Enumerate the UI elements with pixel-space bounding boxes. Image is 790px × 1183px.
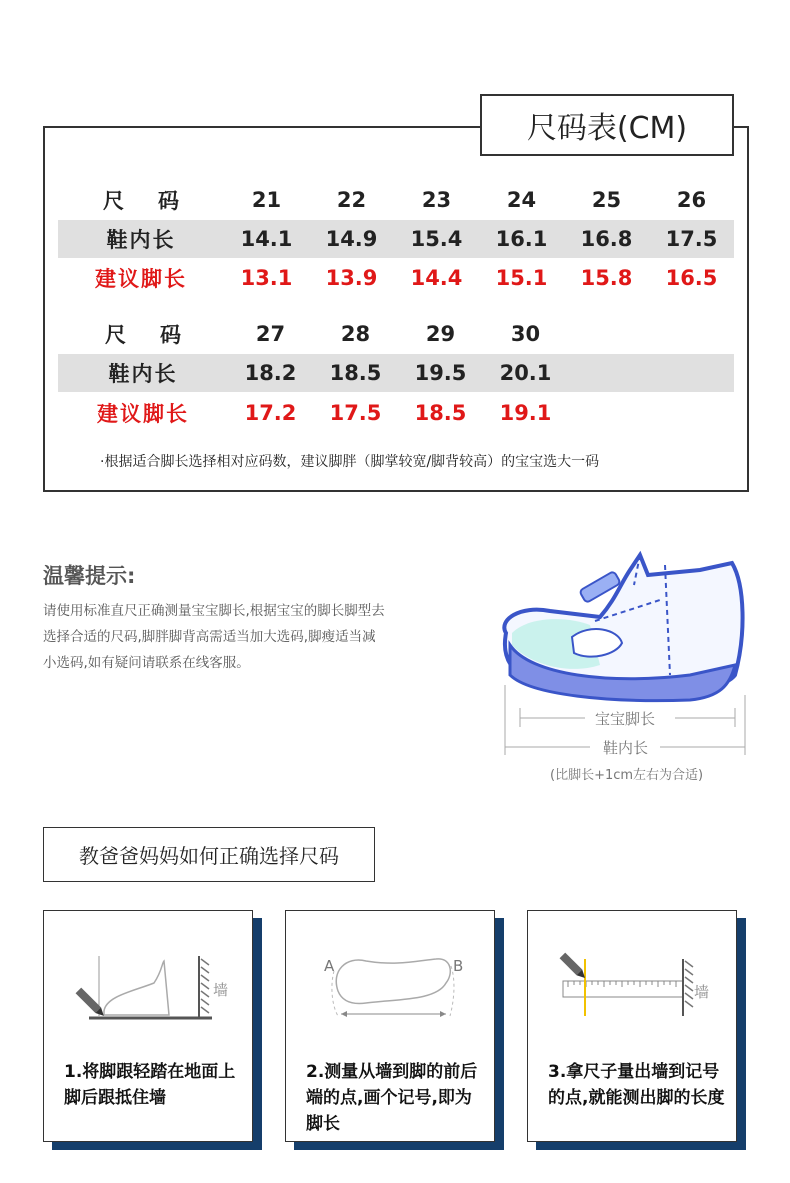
suggest-length-cell: 15.8 bbox=[580, 266, 633, 290]
size-cell: 27 bbox=[255, 322, 286, 346]
inner-length-cell: 18.5 bbox=[329, 361, 382, 385]
suggest-length-cell: 16.5 bbox=[665, 266, 718, 290]
size-label: 尺码 bbox=[105, 323, 215, 347]
size-chart-title: 尺码表(CM) bbox=[480, 94, 734, 156]
suggest-length-cell: 18.5 bbox=[414, 401, 467, 425]
step-card-2 bbox=[285, 910, 495, 1142]
step-card-1 bbox=[43, 910, 253, 1142]
inner-length-cell: 17.5 bbox=[665, 227, 718, 251]
suggest-length-label: 建议脚长 bbox=[95, 267, 187, 291]
foot-length-caption: 宝宝脚长 bbox=[595, 710, 656, 728]
inner-length-cell: 16.1 bbox=[495, 227, 548, 251]
tips-title: 温馨提示: bbox=[43, 564, 136, 588]
ruler-icon bbox=[563, 981, 683, 997]
inner-length-caption: 鞋内长 bbox=[603, 739, 649, 757]
suggest-length-cell: 19.1 bbox=[499, 401, 552, 425]
size-cell: 21 bbox=[251, 188, 282, 212]
suggest-length-row bbox=[58, 259, 734, 297]
size-cell: 29 bbox=[425, 322, 456, 346]
step3-illustration bbox=[528, 911, 738, 1031]
step-1-text: 1.将脚跟轻踏在地面上脚后跟抵住墙 bbox=[64, 1062, 236, 1108]
inner-length-cell: 19.5 bbox=[414, 361, 467, 385]
inner-length-cell: 15.4 bbox=[410, 227, 463, 251]
footprint-outline bbox=[336, 959, 450, 1004]
size-cell: 28 bbox=[340, 322, 371, 346]
suggest-length-cell: 17.2 bbox=[244, 401, 297, 425]
inner-length-row bbox=[58, 354, 734, 392]
suggest-length-cell: 15.1 bbox=[495, 266, 548, 290]
inner-length-row bbox=[58, 220, 734, 258]
suggest-length-cell: 14.4 bbox=[410, 266, 463, 290]
size-cell: 26 bbox=[676, 188, 707, 212]
inner-length-cell: 18.2 bbox=[244, 361, 297, 385]
suggest-length-cell: 17.5 bbox=[329, 401, 382, 425]
step-card-3 bbox=[527, 910, 737, 1142]
size-cell: 30 bbox=[510, 322, 541, 346]
howto-title: 教爸爸妈妈如何正确选择尺码 bbox=[43, 827, 375, 882]
step-2-text: 2.测量从墙到脚的前后端的点,画个记号,即为脚长 bbox=[306, 1062, 478, 1134]
size-cell: 23 bbox=[421, 188, 452, 212]
step2-illustration bbox=[286, 911, 496, 1031]
inner-length-cell: 20.1 bbox=[499, 361, 552, 385]
size-row bbox=[58, 181, 734, 219]
size-cell: 22 bbox=[336, 188, 367, 212]
size-chart-note: ·根据适合脚长选择相对应码数，建议脚胖（脚掌较宽/脚背较高）的宝宝选大一码 bbox=[100, 454, 600, 470]
point-b-label: B bbox=[453, 957, 464, 975]
suggest-length-row bbox=[58, 394, 734, 432]
pencil-icon bbox=[560, 953, 588, 981]
size-cell: 25 bbox=[591, 188, 622, 212]
inner-length-cell: 16.8 bbox=[580, 227, 633, 251]
wall-label: 墙 bbox=[213, 981, 229, 999]
inner-length-label: 鞋内长 bbox=[108, 362, 178, 386]
size-row bbox=[58, 315, 734, 353]
size-label: 尺码 bbox=[103, 189, 213, 213]
suggest-length-label: 建议脚长 bbox=[97, 402, 189, 426]
fit-note-caption: (比脚长+1cm左右为合适) bbox=[550, 768, 704, 783]
inner-length-label: 鞋内长 bbox=[106, 228, 176, 252]
inner-length-cell: 14.1 bbox=[240, 227, 293, 251]
suggest-length-cell: 13.9 bbox=[325, 266, 378, 290]
pencil-icon bbox=[76, 988, 107, 1019]
step1-illustration bbox=[44, 911, 254, 1031]
wall-label: 墙 bbox=[694, 983, 710, 1001]
step-3-text: 3.拿尺子量出墙到记号的点,就能测出脚的长度 bbox=[548, 1062, 725, 1108]
point-a-label: A bbox=[324, 957, 335, 975]
size-cell: 24 bbox=[506, 188, 537, 212]
inner-length-cell: 14.9 bbox=[325, 227, 378, 251]
suggest-length-cell: 13.1 bbox=[240, 266, 293, 290]
tips-body: 请使用标准直尺正确测量宝宝脚长,根据宝宝的脚长脚型去选择合适的尺码,脚胖脚背高需适当加大选码,脚瘦适当减小选码,如有疑问请联系在线客服。 bbox=[43, 603, 385, 671]
